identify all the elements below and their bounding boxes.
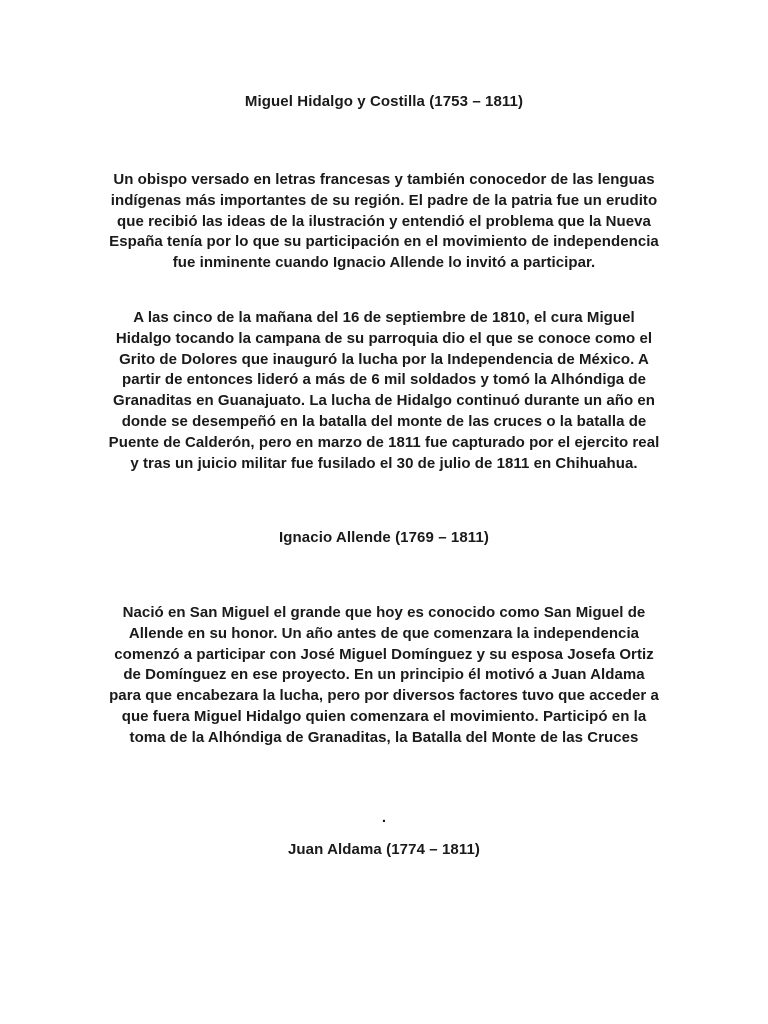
trailing-mark: . (381, 809, 387, 826)
paragraph-allende: Nació en San Miguel el grande que hoy es conocido como San Miguel de Allende en su honor. Un año antes de que comenzara la independencia comenzó a participar con José Miguel Domínguez y su esposa Josefa Ortiz de Domínguez en ese proyecto. En un principio él motivó a Juan Aldama para que encabezara la lucha, pero por diversos factores tuvo que acceder a que fuera Miguel Hidalgo quien comenzara el movimiento. Participó en la toma de la Alhóndiga de Granaditas, la Batalla del Monte de las Cruces (109, 604, 659, 746)
section-heading-allende: Ignacio Allende (1769 – 1811) (279, 529, 489, 546)
paragraph-hidalgo-intro: Un obispo versado en letras francesas y también conocedor de las lenguas indígenas más importantes de su región. El padre de la patria fue un erudito que recibió las ideas de la ilustración y entendió el problema que la Nueva España tenía por lo que su participación en el movimiento de independencia fue inminente cuando Ignacio Allende lo invitó a participar. (109, 171, 659, 272)
section-heading-aldama: Juan Aldama (1774 – 1811) (287, 841, 481, 858)
paragraph-hidalgo-grito: A las cinco de la mañana del 16 de septiembre de 1810, el cura Miguel Hidalgo tocando la campana de su parroquia dio el que se conoce como el Grito de Dolores que inauguró la lucha por la Independencia de México. A partir de entonces lideró a más de 6 mil soldados y tomó la Alhóndiga de Granaditas en Guanajuato. La lucha de Hidalgo continuó durante un año en donde se desempeñó en la batalla del monte de las cruces o la batalla de Puente de Calderón, pero en marzo de 1811 fue capturado por el ejercito real y tras un juicio militar fue fusilado el 30 de julio de 1811 en Chihuahua. (108, 309, 660, 472)
section-heading-hidalgo: Miguel Hidalgo y Costilla (1753 – 1811) (244, 93, 524, 110)
